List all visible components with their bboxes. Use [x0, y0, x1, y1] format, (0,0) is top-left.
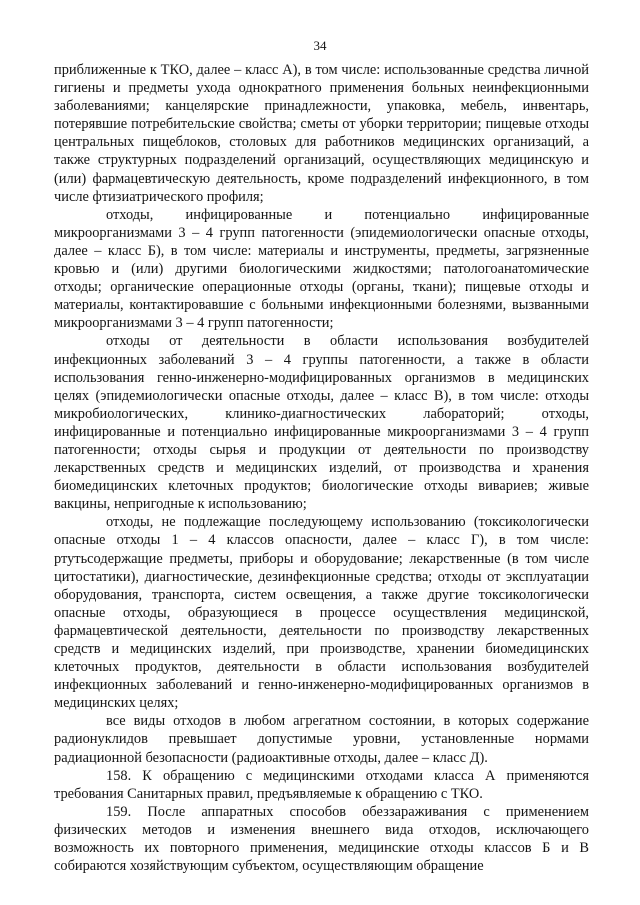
document-body — [54, 61, 589, 875]
paragraph-class-b: отходы, инфицированные и потенциально инфицированные микроорганизмами 3 – 4 групп патогенности (эпидемиологически опасные отходы, далее – класс Б), в том числе: материалы и инструменты, предметы, загрязненные кровью и (или) другими биологическими жидкостями; патологоанатомические отходы; органические операционные отходы (органы, ткани); пищевые отходы и материалы, контактировавшие с больными инфекционными болезнями, вызванными микроорганизмами 3 – 4 групп патогенности; — [54, 206, 589, 332]
paragraph-class-d: все виды отходов в любом агрегатном состоянии, в которых содержание радионуклидов превышает допустимые уровни, установленные нормами радиационной безопасности (радиоактивные отходы, далее – класс Д). — [54, 713, 589, 766]
paragraph-class-v: отходы от деятельности в области использования возбудителей инфекционных заболеваний 3 – 4 группы патогенности, а также в области использования генно-инженерно-модифицированных организмов в медицинских целях (эпидемиологически опасные отходы, далее – класс В), в том числе: отходы микробиологических, клинико-диагностических лабораторий; отходы, инфицированные и потенциально инфицированные микроорганизмами 3 – 4 групп патогенности; отходы сырья и продукции от деятельности по производству лекарственных средств и медицинских изделий, от производства и хранения биомедицинских клеточных продуктов; биологические отходы вивариев; живые вакцины, непригодные к использованию; — [54, 333, 589, 513]
paragraph-class-g: отходы, не подлежащие последующему использованию (токсикологически опасные отходы 1 – 4 классов опасности, далее – класс Г), в том числе: ртутьсодержащие предметы, приборы и оборудование; лекарственные (в том числе цитостатики), диагностические, дезинфекционные средства; отходы от эксплуатации оборудования, транспорта, систем освещения, а также другие токсикологически опасные отходы, образующиеся в процессе осуществления медицинской, фармацевтической деятельности, деятельности по производству лекарственных средств и медицинских изделий, при производстве, хранении биомедицинских клеточных продуктов, деятельности в области использования возбудителей инфекционных заболеваний и генно-инженерно-модифицированных организмов в медицинских целях; — [54, 514, 589, 712]
paragraph-159: 159. После аппаратных способов обеззараживания с применением физических методов и изменения внешнего вида отходов, исключающего возможность их повторного применения, медицинские отходы классов Б и В собираются хозяйствующим субъектом, осуществляющим обращение — [54, 803, 589, 875]
paragraph-158: 158. К обращению с медицинскими отходами класса А применяются требования Санитарных правил, предъявляемые к обращению с ТКО. — [54, 767, 589, 802]
paragraph-class-a: приближенные к ТКО, далее – класс А), в том числе: использованные средства личной гигиены и предметы ухода однократного применения больных неинфекционными заболеваниями; канцелярские принадлежности, упаковка, мебель, инвентарь, потерявшие потребительские свойства; сметы от уборки территории; пищевые отходы центральных пищеблоков, столовых для работников медицинских организаций, а также структурных подразделений организаций, осуществляющих медицинскую и (или) фармацевтическую деятельность, кроме подразделений инфекционного, в том числе фтизиатрического профиля; — [54, 62, 589, 205]
page-number: 34 — [313, 38, 327, 53]
